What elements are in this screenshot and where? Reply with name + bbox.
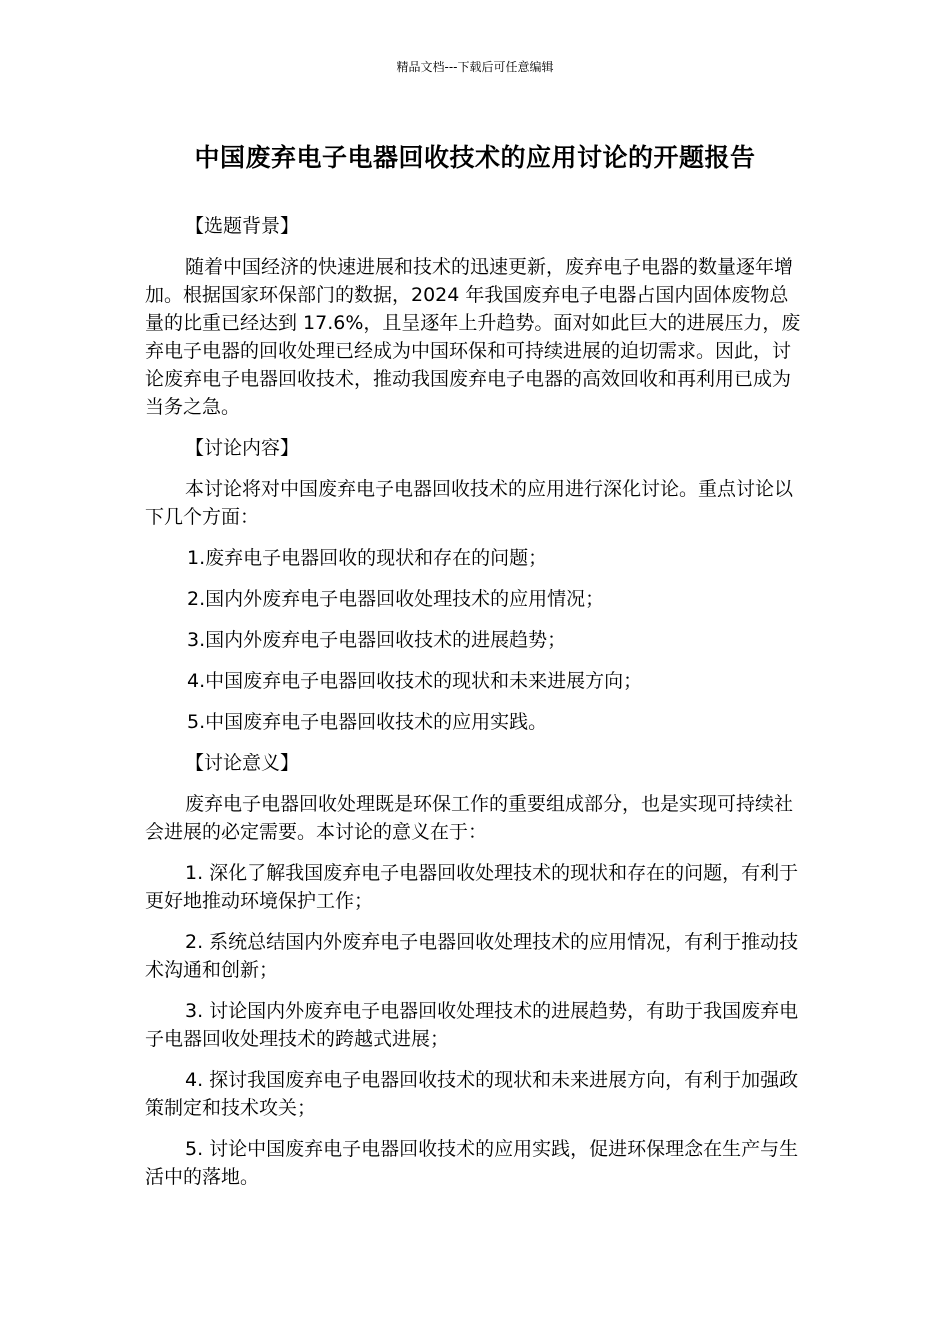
significance-list-item: 1. 深化了解我国废弃电子电器回收处理技术的现状和存在的问题，有利于更好地推动环境保护工作； [145, 862, 799, 912]
background-paragraph: 随着中国经济的快速进展和技术的迅速更新，废弃电子电器的数量逐年增加。根据国家环保部门的数据，2024 年我国废弃电子电器占国内固体废物总量的比重已经达到 17.6%，且呈逐年上升趋势。面对如此巨大的进展压力，废弃电子电器的回收处理已经成为中国环保和可持续进展的迫切需求。因此，讨论废弃电子电器回收技术，推动我国废弃电子电器的高效回收和再利用已成为当务之急。 [145, 256, 801, 418]
content-intro-paragraph: 本讨论将对中国废弃电子电器回收技术的应用进行深化讨论。重点讨论以下几个方面： [145, 478, 794, 528]
content-list-item: 3.国内外废弃电子电器回收技术的进展趋势； [187, 629, 567, 651]
significance-list-item: 3. 讨论国内外废弃电子电器回收处理技术的进展趋势，有助于我国废弃电子电器回收处理技术的跨越式进展； [145, 1000, 799, 1050]
significance-list-item: 4. 探讨我国废弃电子电器回收技术的现状和未来进展方向，有利于加强政策制定和技术攻关； [145, 1069, 799, 1119]
document-body [145, 212, 805, 1204]
content-list-item: 2.国内外废弃电子电器回收处理技术的应用情况； [187, 588, 605, 610]
significance-list-item: 2. 系统总结国内外废弃电子电器回收处理技术的应用情况，有利于推动技术沟通和创新； [145, 931, 799, 981]
page-header: 精品文档---下载后可任意编辑 [396, 60, 554, 74]
significance-list-item: 5. 讨论中国废弃电子电器回收技术的应用实践，促进环保理念在生产与生活中的落地。 [145, 1138, 799, 1188]
content-list-item: 1.废弃电子电器回收的现状和存在的问题； [187, 547, 548, 569]
content-list-item: 4.中国废弃电子电器回收技术的现状和未来进展方向； [187, 670, 643, 692]
significance-intro-paragraph: 废弃电子电器回收处理既是环保工作的重要组成部分，也是实现可持续社会进展的必定需要。本讨论的意义在于： [145, 793, 794, 843]
content-list-item: 5.中国废弃电子电器回收技术的应用实践。 [187, 711, 548, 733]
document-title: 中国废弃电子电器回收技术的应用讨论的开题报告 [194, 143, 756, 172]
section-heading-background: 【选题背景】 [185, 215, 300, 237]
section-heading-content: 【讨论内容】 [185, 437, 300, 459]
section-heading-significance: 【讨论意义】 [185, 752, 300, 774]
